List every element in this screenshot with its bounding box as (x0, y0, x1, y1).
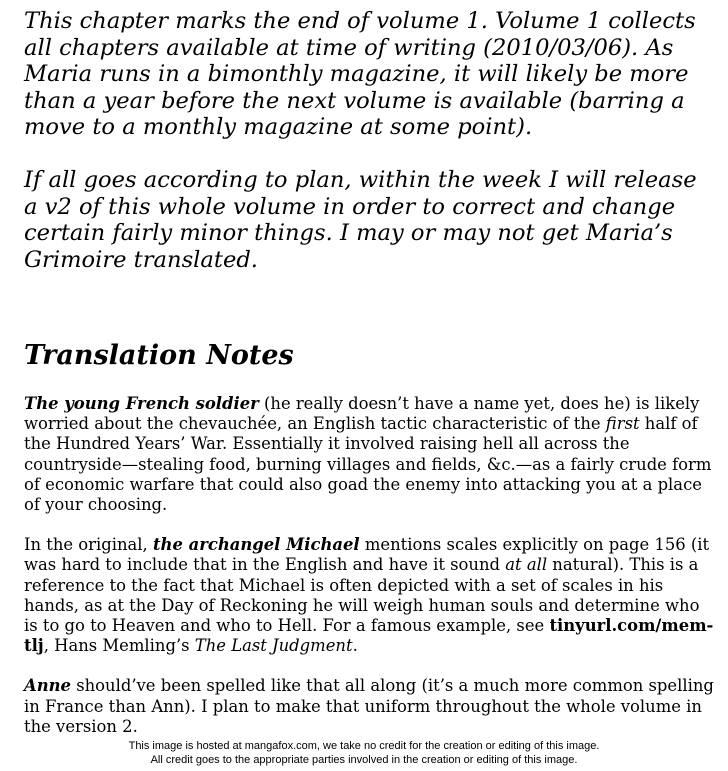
note-paragraph (24, 676, 714, 737)
intro-paragraph: This chapter marks the end of volume 1. Volume 1 collects all chapters available at time of writing (2010/03/06). As Maria runs in a bimonthly magazine, it will likely be more than a year before the next volume is available (barring a move to a monthly magazine at some point). (24, 8, 696, 141)
note-term: The young French soldier (24, 394, 259, 413)
intro-paragraph: If all goes according to plan, within the week I will release a v2 of this whole volume in order to correct and change certain fairly minor things. I may or may not get Maria’s Grimoire translated. (24, 166, 697, 273)
page-content (24, 8, 714, 736)
hosting-disclaimer (0, 739, 728, 767)
note-text: natural). This is a reference to the fact that Michael is often depicted with a set of scales in his hands, as at the Day of Reckoning he will weigh human souls and determine who is to go to Heaven and who to Hell. For a famous example, see (24, 555, 700, 636)
note-text: half of the Hundred Years’ War. Essentially it involved raising hell all across the countryside—stealing food, burning villages and fields, &c.—as a fairly crude form of economic warfare that could also goad the enemy into attacking you at a place of your choosing. (24, 414, 712, 515)
section-heading: Translation Notes (24, 340, 294, 371)
note-text: , Hans Memling’s (43, 636, 195, 656)
disclaimer-line: All credit goes to the appropriate parties involved in the creation or editing of this image. (150, 754, 578, 766)
note-text: should’ve been spelled like that all along (it’s a much more common spelling in France than Ann). I plan to make that uniform throughout the whole volume in the version 2. (24, 676, 714, 736)
note-text: (he really doesn’t have a name yet, does he) is likely worried about the chevauchée, an English tactic characteristic of the (24, 394, 700, 434)
note-emphasis: first (605, 414, 640, 434)
note-paragraph (24, 394, 714, 515)
note-text: . (352, 636, 358, 656)
note-work-title: The Last Judgment (194, 636, 353, 656)
note-term: the archangel Michael (152, 535, 360, 555)
disclaimer-line: This image is hosted at mangafox.com, we take no credit for the creation or editing of this image. (128, 740, 600, 752)
note-text: In the original, (24, 535, 153, 555)
translation-notes (24, 394, 714, 737)
note-link[interactable]: tinyurl.com/mem-tlj (24, 616, 714, 656)
note-text: mentions scales explicitly on page 156 (it was hard to include that in the English and have it sound (24, 535, 710, 575)
note-term: Anne (24, 676, 71, 696)
note-emphasis: at all (505, 555, 548, 575)
note-paragraph (24, 535, 714, 656)
intro-section (24, 8, 714, 273)
